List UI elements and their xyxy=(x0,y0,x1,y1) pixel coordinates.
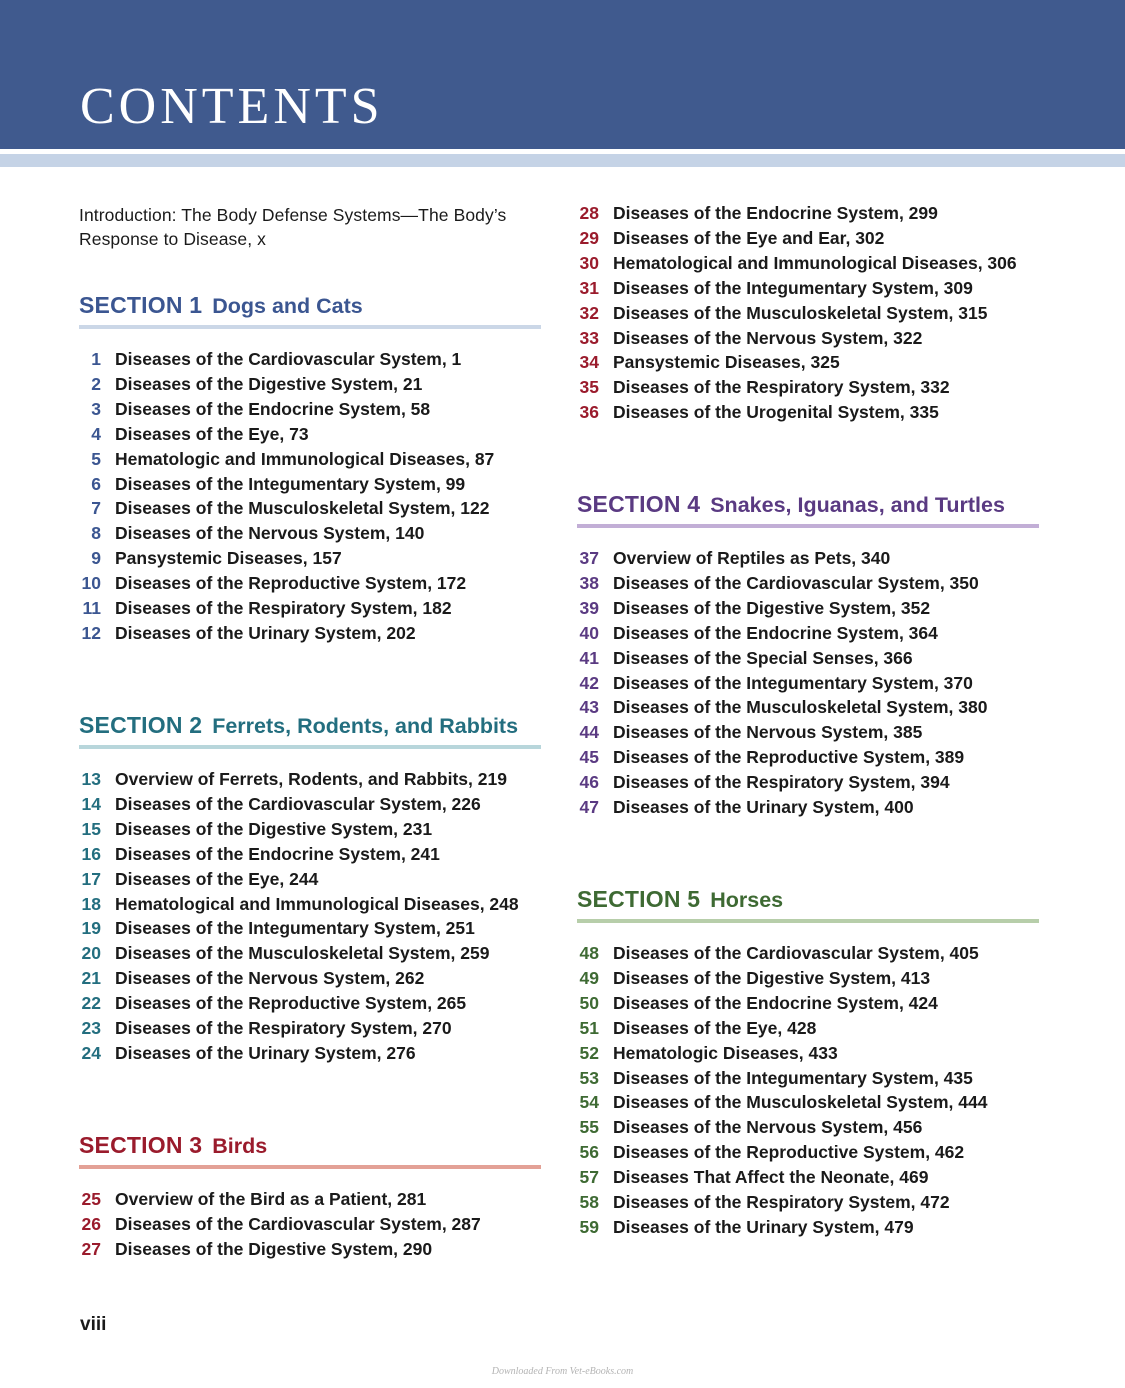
chapter-number: 54 xyxy=(579,1092,599,1113)
chapter-title: Diseases of the Respiratory System, 394 xyxy=(613,772,950,793)
section-label: SECTION 3 xyxy=(79,1132,203,1158)
chapter-number: 27 xyxy=(81,1238,101,1259)
watermark: Downloaded From Vet-eBooks.com xyxy=(491,1366,634,1377)
chapter-entry[interactable] xyxy=(577,720,1039,745)
chapter-entry[interactable] xyxy=(577,1115,1039,1140)
chapter-number: 5 xyxy=(91,448,101,469)
chapter-title: Diseases of the Musculoskeletal System, 380 xyxy=(613,697,988,718)
chapter-entry[interactable] xyxy=(79,867,541,892)
chapter-number: 20 xyxy=(81,943,101,964)
chapter-entry[interactable] xyxy=(79,496,541,521)
chapter-number: 29 xyxy=(579,227,599,248)
chapter-entry[interactable] xyxy=(79,397,541,422)
chapter-number: 23 xyxy=(81,1018,101,1039)
chapter-title: Diseases of the Eye, 244 xyxy=(115,868,319,889)
chapter-number: 2 xyxy=(91,373,101,394)
chapter-entry[interactable] xyxy=(577,966,1039,991)
chapter-entry[interactable] xyxy=(79,916,541,941)
chapter-number: 21 xyxy=(81,968,101,989)
chapter-entry[interactable] xyxy=(79,941,541,966)
chapter-title: Diseases of the Urinary System, 276 xyxy=(115,1042,416,1063)
chapter-title: Diseases of the Respiratory System, 182 xyxy=(115,598,452,619)
chapter-number: 53 xyxy=(579,1067,599,1088)
chapter-title: Diseases of the Endocrine System, 424 xyxy=(613,992,938,1013)
chapter-title: Diseases of the Nervous System, 140 xyxy=(115,523,425,544)
chapter-entry[interactable] xyxy=(577,571,1039,596)
chapter-entry[interactable] xyxy=(577,795,1039,820)
section-heading xyxy=(79,291,541,329)
chapter-number: 16 xyxy=(81,843,101,864)
chapter-title: Diseases of the Musculoskeletal System, 444 xyxy=(613,1092,988,1113)
chapter-title: Diseases of the Reproductive System, 389 xyxy=(613,747,965,768)
section-label: SECTION 5 xyxy=(577,886,701,912)
chapter-entry[interactable] xyxy=(79,1016,541,1041)
chapter-number: 42 xyxy=(579,672,599,693)
chapter-title: Diseases of the Urinary System, 400 xyxy=(613,797,914,818)
chapter-number: 15 xyxy=(81,818,101,839)
chapter-title: Diseases of the Urogenital System, 335 xyxy=(613,402,939,423)
chapter-title: Overview of Ferrets, Rodents, and Rabbits, 219 xyxy=(115,769,507,789)
chapter-number: 52 xyxy=(579,1042,599,1063)
chapter-number: 8 xyxy=(91,523,101,544)
chapter-title: Diseases of the Cardiovascular System, 226 xyxy=(115,793,481,814)
chapter-title: Hematologic Diseases, 433 xyxy=(613,1042,838,1063)
chapter-entry[interactable] xyxy=(577,326,1039,351)
chapter-title: Diseases of the Special Senses, 366 xyxy=(613,647,913,668)
chapter-title: Diseases of the Respiratory System, 270 xyxy=(115,1018,452,1039)
chapter-entry[interactable] xyxy=(577,596,1039,621)
chapter-entry[interactable] xyxy=(79,892,541,917)
chapter-title: Diseases That Affect the Neonate, 469 xyxy=(613,1167,929,1188)
chapter-number: 58 xyxy=(579,1192,599,1213)
chapter-title: Diseases of the Integumentary System, 99 xyxy=(115,473,466,494)
chapter-number: 24 xyxy=(81,1042,101,1063)
chapter-title: Diseases of the Nervous System, 262 xyxy=(115,968,425,989)
chapter-entry[interactable] xyxy=(79,792,541,817)
chapter-list xyxy=(79,347,541,646)
section-heading xyxy=(577,490,1039,528)
chapter-title: Diseases of the Digestive System, 231 xyxy=(115,818,433,839)
chapter-title: Overview of Reptiles as Pets, 340 xyxy=(613,548,891,568)
chapter-entry[interactable] xyxy=(79,596,541,621)
chapter-title: Hematological and Immunological Diseases, 306 xyxy=(613,252,1017,273)
chapter-title: Diseases of the Reproductive System, 172 xyxy=(115,573,467,594)
chapter-entry[interactable] xyxy=(577,1215,1039,1240)
chapter-title: Diseases of the Integumentary System, 309 xyxy=(613,277,973,298)
chapter-entry[interactable] xyxy=(577,201,1039,226)
chapter-title: Diseases of the Respiratory System, 332 xyxy=(613,377,950,398)
chapter-entry[interactable] xyxy=(577,1041,1039,1066)
chapter-title: Diseases of the Eye, 73 xyxy=(115,423,309,444)
chapter-number: 36 xyxy=(579,402,599,423)
chapter-title: Pansystemic Diseases, 325 xyxy=(613,352,840,373)
chapter-entry[interactable] xyxy=(577,646,1039,671)
section-4 xyxy=(577,490,1039,820)
chapter-number: 31 xyxy=(579,277,599,298)
chapter-number: 19 xyxy=(81,918,101,939)
chapter-entry[interactable] xyxy=(79,347,541,372)
chapter-number: 4 xyxy=(91,423,101,444)
chapter-number: 18 xyxy=(81,893,101,914)
chapter-number: 10 xyxy=(81,573,101,594)
chapter-number: 33 xyxy=(579,327,599,348)
chapter-number: 38 xyxy=(579,572,599,593)
chapter-title: Diseases of the Nervous System, 456 xyxy=(613,1117,923,1138)
section-3-continued xyxy=(577,201,1039,425)
chapter-entry[interactable] xyxy=(577,400,1039,425)
chapter-entry[interactable] xyxy=(577,251,1039,276)
section-name: Snakes, Iguanas, and Turtles xyxy=(710,493,1005,517)
chapter-entry[interactable] xyxy=(79,1212,541,1237)
chapter-number: 28 xyxy=(579,203,599,223)
chapter-entry[interactable] xyxy=(577,1140,1039,1165)
chapter-title: Diseases of the Urinary System, 479 xyxy=(613,1216,914,1237)
chapter-number: 48 xyxy=(579,943,599,963)
chapter-title: Overview of the Bird as a Patient, 281 xyxy=(115,1189,427,1209)
chapter-title: Diseases of the Endocrine System, 58 xyxy=(115,398,431,419)
section-name: Ferrets, Rodents, and Rabbits xyxy=(212,714,519,738)
section-name: Birds xyxy=(212,1134,268,1158)
chapter-number: 49 xyxy=(579,967,599,988)
section-name: Horses xyxy=(710,888,784,912)
chapter-number: 44 xyxy=(579,722,599,743)
chapter-number: 1 xyxy=(91,349,101,369)
section-heading xyxy=(79,1131,541,1169)
introduction-entry[interactable]: Introduction: The Body Defense Systems—The Body’s Response to Disease, x xyxy=(79,205,507,249)
chapter-number: 51 xyxy=(579,1017,599,1038)
chapter-entry[interactable] xyxy=(577,1165,1039,1190)
chapter-title: Diseases of the Cardiovascular System, 405 xyxy=(613,943,979,963)
chapter-entry[interactable] xyxy=(577,621,1039,646)
chapter-entry[interactable] xyxy=(577,1090,1039,1115)
chapter-title: Diseases of the Endocrine System, 241 xyxy=(115,843,440,864)
section-heading xyxy=(79,711,541,749)
chapter-entry[interactable] xyxy=(577,226,1039,251)
chapter-list xyxy=(577,941,1039,1240)
chapter-entry[interactable] xyxy=(577,546,1039,571)
chapter-title: Diseases of the Endocrine System, 299 xyxy=(613,203,938,223)
chapter-number: 26 xyxy=(81,1213,101,1234)
left-column xyxy=(79,203,541,1259)
section-label: SECTION 4 xyxy=(577,491,701,517)
chapter-title: Diseases of the Cardiovascular System, 1 xyxy=(115,349,462,369)
chapter-title: Diseases of the Integumentary System, 435 xyxy=(613,1067,973,1088)
section-3 xyxy=(79,1131,541,1262)
chapter-number: 35 xyxy=(579,377,599,398)
chapter-title: Diseases of the Cardiovascular System, 350 xyxy=(613,572,979,593)
chapter-number: 57 xyxy=(579,1167,599,1188)
chapter-number: 41 xyxy=(579,647,599,668)
chapter-entry[interactable] xyxy=(79,966,541,991)
chapter-title: Diseases of the Digestive System, 352 xyxy=(613,597,931,618)
chapter-title: Diseases of the Digestive System, 21 xyxy=(115,373,423,394)
chapter-title: Hematologic and Immunological Diseases, 87 xyxy=(115,448,495,469)
chapter-list xyxy=(577,201,1039,425)
chapter-number: 7 xyxy=(91,498,101,519)
chapter-entry[interactable] xyxy=(577,671,1039,696)
chapter-number: 25 xyxy=(81,1189,101,1209)
header-stripe xyxy=(0,154,1125,167)
chapter-entry[interactable] xyxy=(79,621,541,646)
chapter-entry[interactable] xyxy=(79,571,541,596)
chapter-number: 45 xyxy=(579,747,599,768)
chapter-number: 3 xyxy=(91,398,101,419)
chapter-title: Hematological and Immunological Diseases, 248 xyxy=(115,893,519,914)
chapter-number: 14 xyxy=(81,793,101,814)
chapter-title: Diseases of the Urinary System, 202 xyxy=(115,622,416,643)
chapter-number: 46 xyxy=(579,772,599,793)
chapter-number: 34 xyxy=(579,352,599,373)
chapter-title: Diseases of the Musculoskeletal System, 259 xyxy=(115,943,490,964)
section-name: Dogs and Cats xyxy=(212,294,363,318)
chapter-number: 43 xyxy=(579,697,599,718)
section-1 xyxy=(79,291,541,646)
chapter-entry[interactable] xyxy=(79,1041,541,1066)
chapter-title: Diseases of the Endocrine System, 364 xyxy=(613,622,938,643)
chapter-title: Diseases of the Digestive System, 290 xyxy=(115,1238,433,1259)
chapter-title: Diseases of the Reproductive System, 462 xyxy=(613,1142,965,1163)
chapter-entry[interactable] xyxy=(79,472,541,497)
page-number: viii xyxy=(80,1314,107,1335)
chapter-number: 50 xyxy=(579,992,599,1013)
chapter-number: 12 xyxy=(81,622,101,643)
chapter-title: Diseases of the Nervous System, 385 xyxy=(613,722,923,743)
chapter-title: Diseases of the Eye and Ear, 302 xyxy=(613,227,885,248)
chapter-list xyxy=(79,767,541,1066)
chapter-title: Diseases of the Integumentary System, 370 xyxy=(613,672,973,693)
chapter-number: 37 xyxy=(579,548,599,568)
chapter-number: 40 xyxy=(579,622,599,643)
chapter-entry[interactable] xyxy=(577,276,1039,301)
chapter-title: Diseases of the Eye, 428 xyxy=(613,1017,817,1038)
section-heading xyxy=(577,885,1039,923)
chapter-entry[interactable] xyxy=(79,447,541,472)
chapter-entry[interactable] xyxy=(577,991,1039,1016)
section-label: SECTION 1 xyxy=(79,292,203,318)
chapter-number: 13 xyxy=(81,769,101,789)
chapter-number: 9 xyxy=(91,548,101,569)
chapter-number: 39 xyxy=(579,597,599,618)
chapter-entry[interactable] xyxy=(79,842,541,867)
chapter-entry[interactable] xyxy=(79,991,541,1016)
chapter-title: Diseases of the Musculoskeletal System, 122 xyxy=(115,498,490,519)
chapter-entry[interactable] xyxy=(577,1190,1039,1215)
chapter-number: 55 xyxy=(579,1117,599,1138)
chapter-entry[interactable] xyxy=(577,770,1039,795)
page-title: CONTENTS xyxy=(80,78,384,135)
chapter-number: 11 xyxy=(82,598,101,619)
chapter-title: Diseases of the Cardiovascular System, 287 xyxy=(115,1213,481,1234)
section-label: SECTION 2 xyxy=(79,712,203,738)
chapter-entry[interactable] xyxy=(79,767,541,792)
chapter-title: Diseases of the Reproductive System, 265 xyxy=(115,993,467,1014)
chapter-entry[interactable] xyxy=(577,350,1039,375)
chapter-number: 17 xyxy=(81,868,101,889)
chapter-title: Diseases of the Musculoskeletal System, 315 xyxy=(613,302,988,323)
chapter-entry[interactable] xyxy=(577,745,1039,770)
chapter-title: Diseases of the Digestive System, 413 xyxy=(613,967,931,988)
chapter-list xyxy=(79,1187,541,1262)
chapter-entry[interactable] xyxy=(577,695,1039,720)
chapter-entry[interactable] xyxy=(79,817,541,842)
chapter-entry[interactable] xyxy=(79,422,541,447)
chapter-number: 47 xyxy=(579,797,599,818)
chapter-number: 56 xyxy=(579,1142,599,1163)
section-5 xyxy=(577,885,1039,1240)
section-2 xyxy=(79,711,541,1066)
chapter-title: Diseases of the Integumentary System, 251 xyxy=(115,918,475,939)
chapter-entry[interactable] xyxy=(79,521,541,546)
chapter-title: Pansystemic Diseases, 157 xyxy=(115,548,342,569)
chapter-entry[interactable] xyxy=(79,372,541,397)
chapter-entry[interactable] xyxy=(577,1016,1039,1041)
chapter-title: Diseases of the Respiratory System, 472 xyxy=(613,1192,950,1213)
chapter-number: 59 xyxy=(579,1216,599,1237)
chapter-entry[interactable] xyxy=(79,1237,541,1262)
chapter-number: 6 xyxy=(91,473,101,494)
chapter-title: Diseases of the Nervous System, 322 xyxy=(613,327,923,348)
chapter-number: 22 xyxy=(81,993,101,1014)
chapter-list xyxy=(577,546,1039,820)
chapter-entry[interactable] xyxy=(577,941,1039,966)
chapter-number: 30 xyxy=(579,252,599,273)
chapter-entry[interactable] xyxy=(577,301,1039,326)
chapter-number: 32 xyxy=(579,302,599,323)
chapter-entry[interactable] xyxy=(577,375,1039,400)
chapter-entry[interactable] xyxy=(79,546,541,571)
chapter-entry[interactable] xyxy=(577,1066,1039,1091)
chapter-entry[interactable] xyxy=(79,1187,541,1212)
